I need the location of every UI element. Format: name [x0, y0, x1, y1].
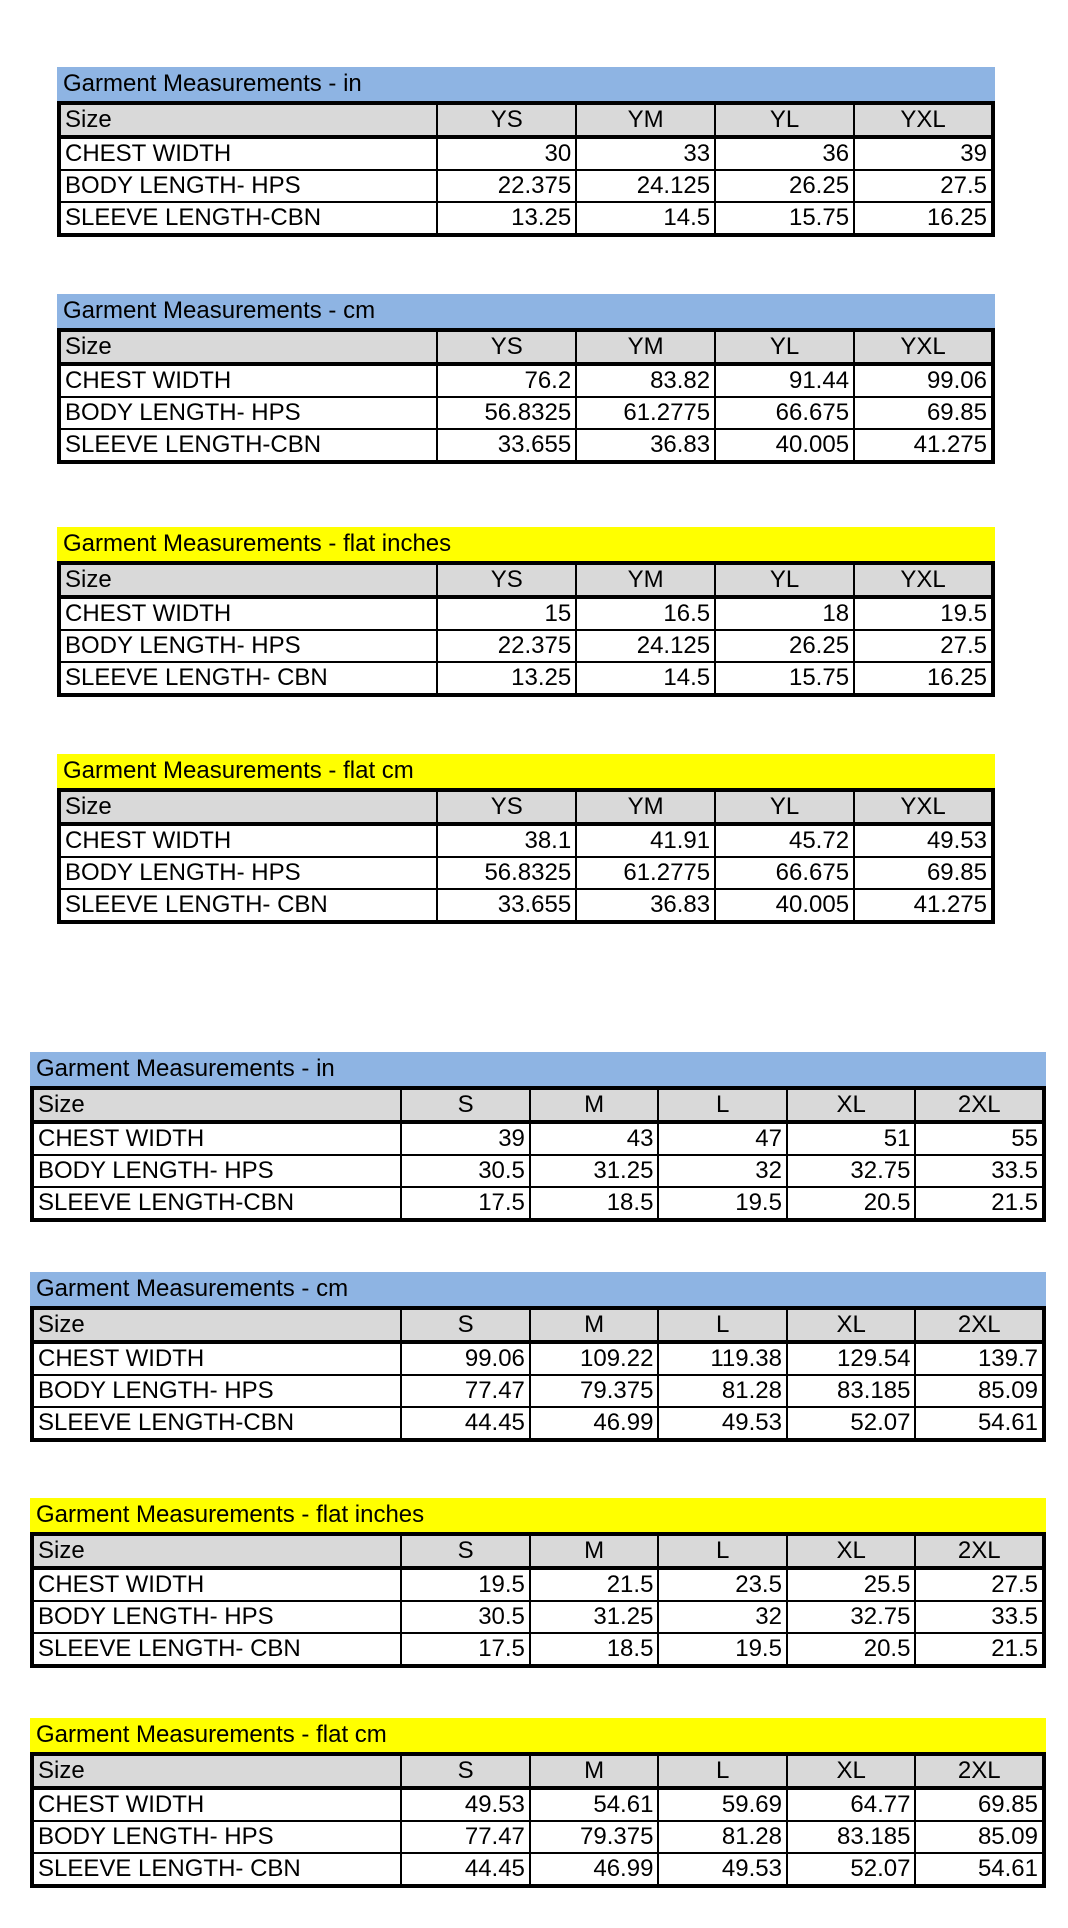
table-row	[59, 857, 993, 889]
measurement-cell: 40.005	[715, 429, 854, 462]
table-row	[32, 1187, 1044, 1220]
measurement-cell: 46.99	[530, 1853, 659, 1886]
measurement-cell: 109.22	[530, 1342, 659, 1375]
size-column-header: S	[401, 1754, 530, 1788]
table-header-row	[32, 1754, 1044, 1788]
measurement-cell: 33	[576, 137, 715, 170]
youth-table-cm	[57, 294, 995, 464]
adult-table-in	[30, 1052, 1046, 1222]
measurement-cell: 27.5	[915, 1568, 1044, 1601]
measurement-cell: 91.44	[715, 364, 854, 397]
row-label: CHEST WIDTH	[59, 364, 437, 397]
size-column-header: YXL	[854, 330, 993, 364]
size-column-header: YM	[576, 563, 715, 597]
measurement-cell: 66.675	[715, 857, 854, 889]
measurement-table	[30, 1306, 1046, 1442]
measurement-cell: 31.25	[530, 1601, 659, 1633]
measurement-table	[57, 561, 995, 697]
table-row	[32, 1601, 1044, 1633]
measurement-cell: 41.91	[576, 824, 715, 857]
measurement-cell: 129.54	[787, 1342, 916, 1375]
table-row	[59, 137, 993, 170]
size-column-header: YXL	[854, 563, 993, 597]
measurement-cell: 39	[401, 1122, 530, 1155]
row-label: SLEEVE LENGTH-CBN	[59, 429, 437, 462]
table-title: Garment Measurements - flat cm	[30, 1718, 1046, 1752]
measurement-cell: 21.5	[530, 1568, 659, 1601]
table-header-row	[59, 790, 993, 824]
table-row	[59, 397, 993, 429]
measurement-cell: 27.5	[854, 170, 993, 202]
measurement-cell: 36	[715, 137, 854, 170]
measurement-cell: 19.5	[401, 1568, 530, 1601]
measurement-cell: 13.25	[437, 662, 576, 695]
row-label: SLEEVE LENGTH-CBN	[59, 202, 437, 235]
size-column-header: YM	[576, 330, 715, 364]
size-column-header: YS	[437, 790, 576, 824]
table-row	[32, 1407, 1044, 1440]
measurement-cell: 16.25	[854, 662, 993, 695]
row-label: BODY LENGTH- HPS	[59, 857, 437, 889]
measurement-cell: 22.375	[437, 170, 576, 202]
measurement-cell: 54.61	[530, 1788, 659, 1821]
measurement-cell: 36.83	[576, 429, 715, 462]
measurement-table	[30, 1752, 1046, 1888]
table-title: Garment Measurements - cm	[57, 294, 995, 328]
measurement-cell: 77.47	[401, 1821, 530, 1853]
measurement-cell: 41.275	[854, 889, 993, 922]
measurement-cell: 77.47	[401, 1375, 530, 1407]
measurement-cell: 14.5	[576, 662, 715, 695]
measurement-cell: 47	[658, 1122, 787, 1155]
measurement-cell: 46.99	[530, 1407, 659, 1440]
row-label: CHEST WIDTH	[59, 597, 437, 630]
youth-table-flat-in	[57, 527, 995, 697]
measurement-cell: 21.5	[915, 1187, 1044, 1220]
size-header-cell: Size	[32, 1754, 401, 1788]
measurement-cell: 26.25	[715, 630, 854, 662]
measurement-cell: 30	[437, 137, 576, 170]
measurement-cell: 30.5	[401, 1601, 530, 1633]
size-column-header: XL	[787, 1754, 916, 1788]
row-label: SLEEVE LENGTH-CBN	[32, 1407, 401, 1440]
table-header-row	[32, 1534, 1044, 1568]
measurement-cell: 81.28	[658, 1375, 787, 1407]
measurement-cell: 44.45	[401, 1407, 530, 1440]
table-title: Garment Measurements - flat inches	[57, 527, 995, 561]
table-row	[59, 662, 993, 695]
measurement-cell: 49.53	[658, 1853, 787, 1886]
measurement-cell: 19.5	[658, 1633, 787, 1666]
measurement-cell: 40.005	[715, 889, 854, 922]
row-label: CHEST WIDTH	[32, 1788, 401, 1821]
size-column-header: YL	[715, 790, 854, 824]
size-header-cell: Size	[32, 1308, 401, 1342]
measurement-cell: 15.75	[715, 662, 854, 695]
size-header-cell: Size	[59, 103, 437, 137]
measurement-cell: 81.28	[658, 1821, 787, 1853]
measurement-table	[57, 328, 995, 464]
size-column-header: 2XL	[915, 1754, 1044, 1788]
row-label: BODY LENGTH- HPS	[59, 397, 437, 429]
measurement-cell: 24.125	[576, 170, 715, 202]
measurement-cell: 32	[658, 1601, 787, 1633]
row-label: BODY LENGTH- HPS	[32, 1601, 401, 1633]
table-title: Garment Measurements - in	[30, 1052, 1046, 1086]
measurement-cell: 44.45	[401, 1853, 530, 1886]
size-column-header: YXL	[854, 790, 993, 824]
measurement-cell: 17.5	[401, 1633, 530, 1666]
adult-table-cm	[30, 1272, 1046, 1442]
measurement-cell: 24.125	[576, 630, 715, 662]
size-column-header: YS	[437, 103, 576, 137]
measurement-cell: 56.8325	[437, 857, 576, 889]
measurement-cell: 43	[530, 1122, 659, 1155]
size-column-header: YXL	[854, 103, 993, 137]
table-row	[59, 597, 993, 630]
table-title: Garment Measurements - cm	[30, 1272, 1046, 1306]
row-label: CHEST WIDTH	[32, 1122, 401, 1155]
table-header-row	[59, 563, 993, 597]
measurement-cell: 32.75	[787, 1601, 916, 1633]
measurement-cell: 61.2775	[576, 397, 715, 429]
measurement-cell: 99.06	[854, 364, 993, 397]
table-header-row	[59, 330, 993, 364]
measurement-cell: 21.5	[915, 1633, 1044, 1666]
table-row	[59, 429, 993, 462]
measurement-cell: 18.5	[530, 1187, 659, 1220]
table-row	[32, 1853, 1044, 1886]
size-header-cell: Size	[59, 563, 437, 597]
measurement-cell: 54.61	[915, 1407, 1044, 1440]
table-header-row	[32, 1088, 1044, 1122]
size-header-cell: Size	[32, 1534, 401, 1568]
measurement-cell: 18	[715, 597, 854, 630]
row-label: SLEEVE LENGTH- CBN	[59, 662, 437, 695]
size-column-header: L	[658, 1088, 787, 1122]
measurement-cell: 31.25	[530, 1155, 659, 1187]
row-label: SLEEVE LENGTH-CBN	[32, 1187, 401, 1220]
measurement-cell: 16.25	[854, 202, 993, 235]
table-row	[59, 824, 993, 857]
table-row	[32, 1122, 1044, 1155]
measurement-cell: 51	[787, 1122, 916, 1155]
table-row	[59, 170, 993, 202]
table-title: Garment Measurements - flat cm	[57, 754, 995, 788]
row-label: CHEST WIDTH	[32, 1568, 401, 1601]
measurement-cell: 79.375	[530, 1821, 659, 1853]
measurement-cell: 33.655	[437, 429, 576, 462]
size-column-header: L	[658, 1308, 787, 1342]
row-label: SLEEVE LENGTH- CBN	[59, 889, 437, 922]
size-column-header: 2XL	[915, 1534, 1044, 1568]
measurement-cell: 20.5	[787, 1187, 916, 1220]
size-column-header: M	[530, 1534, 659, 1568]
measurement-cell: 52.07	[787, 1407, 916, 1440]
size-column-header: L	[658, 1534, 787, 1568]
table-header-row	[59, 103, 993, 137]
measurement-cell: 85.09	[915, 1375, 1044, 1407]
row-label: CHEST WIDTH	[59, 137, 437, 170]
measurement-cell: 64.77	[787, 1788, 916, 1821]
measurement-cell: 85.09	[915, 1821, 1044, 1853]
measurement-cell: 119.38	[658, 1342, 787, 1375]
measurement-cell: 61.2775	[576, 857, 715, 889]
row-label: BODY LENGTH- HPS	[32, 1155, 401, 1187]
measurement-cell: 16.5	[576, 597, 715, 630]
measurement-cell: 17.5	[401, 1187, 530, 1220]
measurement-cell: 69.85	[854, 397, 993, 429]
measurement-table	[30, 1532, 1046, 1668]
row-label: CHEST WIDTH	[32, 1342, 401, 1375]
measurement-cell: 23.5	[658, 1568, 787, 1601]
measurement-cell: 15	[437, 597, 576, 630]
measurement-cell: 14.5	[576, 202, 715, 235]
measurement-cell: 25.5	[787, 1568, 916, 1601]
measurement-cell: 27.5	[854, 630, 993, 662]
size-column-header: M	[530, 1088, 659, 1122]
row-label: SLEEVE LENGTH- CBN	[32, 1853, 401, 1886]
measurement-cell: 79.375	[530, 1375, 659, 1407]
table-row	[32, 1342, 1044, 1375]
table-row	[59, 202, 993, 235]
measurement-cell: 52.07	[787, 1853, 916, 1886]
table-row	[59, 364, 993, 397]
measurement-cell: 15.75	[715, 202, 854, 235]
youth-table-flat-cm	[57, 754, 995, 924]
table-row	[32, 1375, 1044, 1407]
measurement-cell: 13.25	[437, 202, 576, 235]
size-header-cell: Size	[59, 790, 437, 824]
measurement-cell: 33.655	[437, 889, 576, 922]
row-label: BODY LENGTH- HPS	[59, 630, 437, 662]
measurement-cell: 32.75	[787, 1155, 916, 1187]
measurement-cell: 59.69	[658, 1788, 787, 1821]
measurement-cell: 38.1	[437, 824, 576, 857]
size-header-cell: Size	[32, 1088, 401, 1122]
measurement-cell: 99.06	[401, 1342, 530, 1375]
measurement-table	[30, 1086, 1046, 1222]
measurement-cell: 19.5	[658, 1187, 787, 1220]
measurement-cell: 139.7	[915, 1342, 1044, 1375]
size-column-header: 2XL	[915, 1308, 1044, 1342]
table-header-row	[32, 1308, 1044, 1342]
measurement-cell: 69.85	[915, 1788, 1044, 1821]
size-column-header: M	[530, 1308, 659, 1342]
measurement-cell: 54.61	[915, 1853, 1044, 1886]
size-column-header: XL	[787, 1088, 916, 1122]
table-title: Garment Measurements - flat inches	[30, 1498, 1046, 1532]
measurement-cell: 49.53	[401, 1788, 530, 1821]
measurement-cell: 18.5	[530, 1633, 659, 1666]
measurement-cell: 49.53	[658, 1407, 787, 1440]
size-column-header: YS	[437, 330, 576, 364]
table-row	[32, 1633, 1044, 1666]
table-row	[59, 630, 993, 662]
size-column-header: S	[401, 1088, 530, 1122]
table-row	[32, 1821, 1044, 1853]
adult-table-flat-cm	[30, 1718, 1046, 1888]
size-column-header: 2XL	[915, 1088, 1044, 1122]
size-column-header: YL	[715, 330, 854, 364]
measurement-table	[57, 788, 995, 924]
measurement-cell: 30.5	[401, 1155, 530, 1187]
size-header-cell: Size	[59, 330, 437, 364]
measurement-cell: 76.2	[437, 364, 576, 397]
measurement-cell: 83.185	[787, 1375, 916, 1407]
measurement-cell: 55	[915, 1122, 1044, 1155]
measurement-table	[57, 101, 995, 237]
adult-table-flat-in	[30, 1498, 1046, 1668]
measurement-cell: 19.5	[854, 597, 993, 630]
size-column-header: S	[401, 1534, 530, 1568]
size-column-header: L	[658, 1754, 787, 1788]
measurement-cell: 45.72	[715, 824, 854, 857]
measurement-cell: 56.8325	[437, 397, 576, 429]
size-column-header: YM	[576, 790, 715, 824]
measurement-cell: 41.275	[854, 429, 993, 462]
measurement-cell: 83.82	[576, 364, 715, 397]
table-row	[32, 1788, 1044, 1821]
table-row	[59, 889, 993, 922]
size-column-header: S	[401, 1308, 530, 1342]
measurement-cell: 20.5	[787, 1633, 916, 1666]
size-column-header: YS	[437, 563, 576, 597]
row-label: BODY LENGTH- HPS	[32, 1375, 401, 1407]
measurement-cell: 33.5	[915, 1155, 1044, 1187]
measurement-cell: 36.83	[576, 889, 715, 922]
measurement-cell: 33.5	[915, 1601, 1044, 1633]
size-column-header: YL	[715, 563, 854, 597]
table-row	[32, 1155, 1044, 1187]
measurement-cell: 49.53	[854, 824, 993, 857]
measurement-cell: 39	[854, 137, 993, 170]
size-column-header: YM	[576, 103, 715, 137]
row-label: BODY LENGTH- HPS	[32, 1821, 401, 1853]
size-column-header: YL	[715, 103, 854, 137]
measurement-cell: 69.85	[854, 857, 993, 889]
youth-table-in	[57, 67, 995, 237]
measurement-cell: 22.375	[437, 630, 576, 662]
size-column-header: M	[530, 1754, 659, 1788]
measurement-cell: 66.675	[715, 397, 854, 429]
row-label: CHEST WIDTH	[59, 824, 437, 857]
measurement-cell: 32	[658, 1155, 787, 1187]
table-row	[32, 1568, 1044, 1601]
row-label: SLEEVE LENGTH- CBN	[32, 1633, 401, 1666]
measurement-cell: 26.25	[715, 170, 854, 202]
size-column-header: XL	[787, 1308, 916, 1342]
table-title: Garment Measurements - in	[57, 67, 995, 101]
size-column-header: XL	[787, 1534, 916, 1568]
row-label: BODY LENGTH- HPS	[59, 170, 437, 202]
measurement-cell: 83.185	[787, 1821, 916, 1853]
